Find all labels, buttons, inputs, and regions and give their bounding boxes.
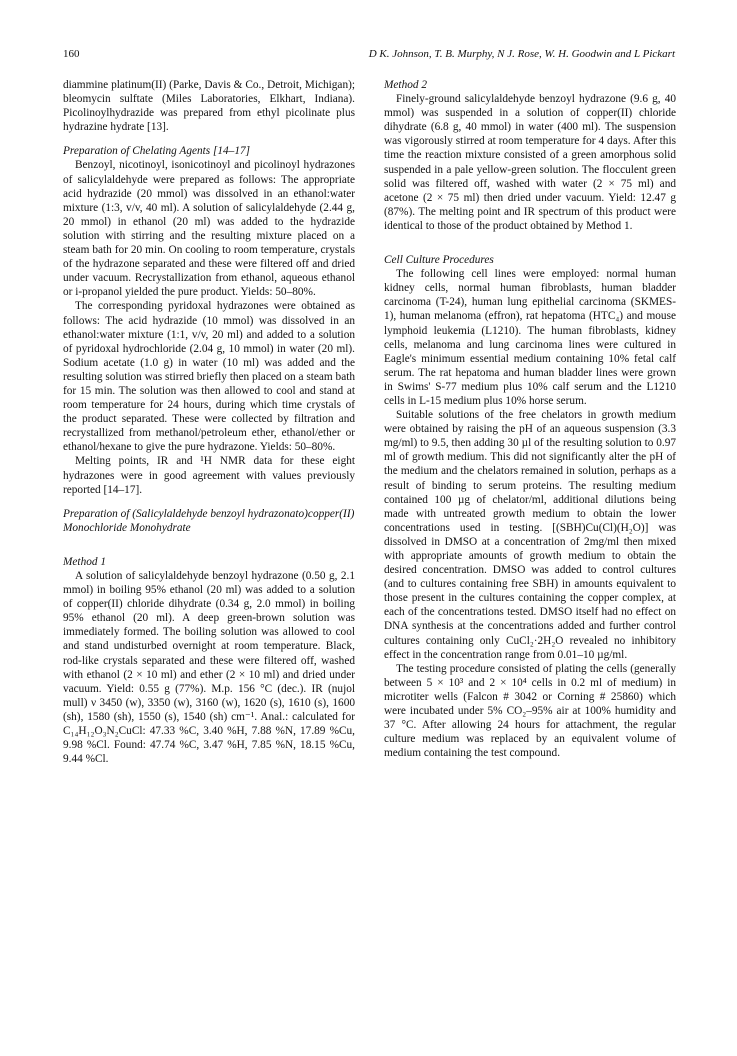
method2-heading: Method 2 — [384, 79, 427, 91]
paragraph-pyridoxal-hydrazones: The corresponding pyridoxal hydrazones were obtained as follows: The acid hydrazide (10 mmol) was dissolved in an ethanol:water mixture (1:1, v/v, 20 ml) and added to a solution of pyridoxal hydrochloride (2.04 g, 10 mmol) in water (20 ml). Sodium acetate (1.0 g) in water (10 ml) was added and the resulting solution was stirred briefly then placed on a steam bath for 15 min. The solution was then allowed to cool and stand at room temperature for 24 hours, during which time crystals of the product separated. These were collected by filtration and recrystallized from methanol/petroleum ether, ethanol/ether or ethanol/hexane to give the pure hydrazone. Yields: 50–80%. — [63, 300, 355, 454]
intro-paragraph: diammine platinum(II) (Parke, Davis & Co., Detroit, Michigan); bleomycin sulftate (Miles Laboratories, Elkhart, Indiana). Picolinoylhydrazide was prepared from ethyl picolinate plus hydrazine hydrate [13]. — [63, 79, 355, 134]
paragraph-testing-procedure: The testing procedure consisted of plating the cells (generally between 5 × 10³ and 2 × 10⁴ cells in 0.2 ml of medium) in microtiter wells (Falcon # 3042 or Corning # 25860) which were incubated under 5% CO₂–95% air at 100% humidity and 37 °C. After allowing 24 hours for attachment, the regular culture medium was replaced by an equivalent volume of medium containing the test compound. — [384, 662, 676, 760]
right-column — [384, 78, 676, 760]
section-heading-chelating-agents: Preparation of Chelating Agents [14–17] — [63, 145, 251, 158]
paragraph-hydrazone-prep: Benzoyl, nicotinoyl, isonicotinoyl and picolinoyl hydrazones of salicylaldehyde were prepared as follows: The appropriate acid hydrazide (20 mmol) was dissolved in an ethanol:water mixture (1:3, v/v, 40 ml). A solution of salicylaldehyde (2.44 g, 20 mmol) in ethanol (20 ml) was added to the hydrazide solution with stirring and the resulting mixture placed on a steam bath for 20 min. On cooling to room temperature, crystals of the hydrazone separated and these were filtered off and dried under vacuum. Recrystallization from ethanol, aqueous ethanol or i-propanol yielded the pure product. Yields: 50–80%. — [63, 159, 355, 299]
page-header — [63, 46, 675, 62]
paragraph-cell-lines: The following cell lines were employed: normal human kidney cells, normal human fibroblasts, human bladder carcinoma (T-24), human lung epithelial carcinoma (SKMES-1), human melanoma (effron), rat hepatoma (HTC₄) and mouse lymphoid leukemia (L1210). The human fibroblasts, kidney cells, melanoma and lung carcinoma lines were cultured in Eagle's minimum essential medium containing 10% fetal calf serum. The rat hepatoma and human bladder lines were grown in Swims' S-77 medium plus 10% calf serum and the L1210 cells in L-15 medium plus 10% horse serum. — [384, 268, 676, 407]
paragraph-method1: A solution of salicylaldehyde benzoyl hydrazone (0.50 g, 2.1 mmol) in boiling 95% ethanol (20 ml) was added to a solution of copper(II) chloride dihydrate (0.34 g, 2.0 mmol) in boiling 95% ethanol (20 ml). A deep green-brown solution was immediately formed. The boiling solution was allowed to cool and stand undisturbed overnight at room temperature. Black, rod-like crystals separated and these were filtered off, washed with ethanol (2 × 10 ml) and ether (2 × 10 ml) and dried under vacuum. Yield: 0.55 g (77%). M.p. 156 °C (dec.). IR (nujol mull) ν 3450 (w), 3350 (w), 3160 (w), 1620 (s), 1610 (s), 1600 (sh), 1580 (sh), 1550 (s), 1540 (sh) cm⁻¹. Anal.: calculated for C₁₄H₁₂O₃N₂CuCl: 47.33 %C, 3.40 %H, 7.88 %N, 17.89 %Cu, 9.98 %Cl. Found: 47.74 %C, 3.47 %H, 7.85 %N, 18.15 %Cu, 9.44 %Cl. — [63, 570, 355, 766]
section-heading-copper-complex: Preparation of (Salicylaldehyde benzoyl hydrazonato)copper(II) Monochloride Monohydrate — [63, 507, 355, 534]
paragraph-chelator-solutions: Suitable solutions of the free chelators in growth medium were obtained by raising the pH of an aqueous suspension (3.3 mg/ml) to 9.5, then adding 30 µl of the resulting solution to 0.97 ml of growth medium. This did not significantly alter the pH of the medium and the chelators remained in solution, perhaps as a result of binding to serum proteins. The resulting medium contained 100 µg of chelator/ml, additional dilutions being made with untreated growth medium to obtain the lower concentrations used in testing. [(SBH)Cu(Cl)(H₂O)] was dissolved in DMSO at a concentration of 2mg/ml then mixed with appropriate amounts of growth medium to obtain the desired concentration. DMSO was added to control cultures (and to cultures containing free SBH) in amounts equivalent to those present in the cultures containing the copper complex, at each of the concentrations tested. DMSO itself had no effect on DNA synthesis at the concentrations added and further control cultures containing only CuCl₂·2H₂O revealed no inhibitory effect in the concentration range from 0.01–10 µg/ml. — [384, 409, 676, 661]
running-head-authors: D K. Johnson, T. B. Murphy, N J. Rose, W. H. Goodwin and L Pickart — [368, 48, 675, 60]
section-heading-cell-culture: Cell Culture Procedures — [384, 254, 494, 267]
page-number: 160 — [63, 48, 80, 60]
paragraph-melting-points: Melting points, IR and ¹H NMR data for these eight hydrazones were in good agreement with values previously reported [14–17]. — [63, 455, 355, 496]
method1-heading: Method 1 — [63, 555, 106, 568]
paragraph-method2: Finely-ground salicylaldehyde benzoyl hydrazone (9.6 g, 40 mmol) was suspended in a solution of copper(II) chloride dihydrate (6.8 g, 40 mmol) in water (400 ml). The suspension was vigorously stirred at room temperature for 4 days. After this time the reaction mixture consisted of a green amorphous solid suspended in a pale yellow-green solution. The flocculent green solid was filtered off, washed with water (2 × 75 ml) and acetone (2 × 75 ml) then dried under vacuum. Yield: 12.47 g (87%). The melting point and IR spectrum of this product were identical to those of the product obtained by Method 1. — [384, 93, 676, 232]
left-column — [63, 78, 355, 766]
